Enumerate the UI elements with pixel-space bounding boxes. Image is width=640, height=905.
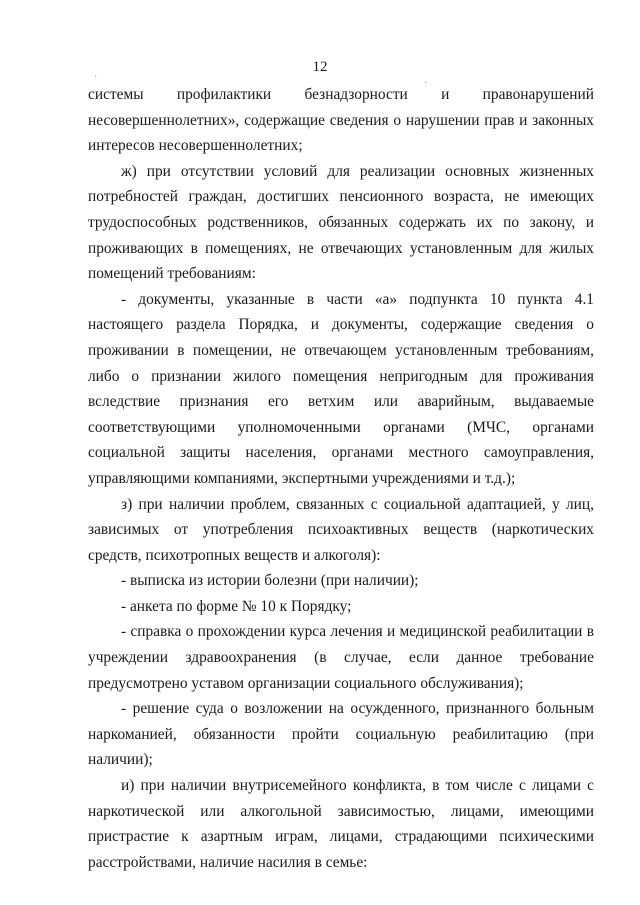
page-number: 12 — [312, 59, 328, 75]
word: профилактики — [176, 86, 272, 103]
list-item: - справка о прохождении курса лечения и медицинской реабилитации в учреждении здравоохранения (в случае, если данное требование предусмотрено уставом организации социального обслуживания); — [88, 623, 594, 692]
continued-line — [88, 82, 594, 108]
scan-speck: · — [94, 72, 98, 83]
document-body — [88, 82, 594, 875]
word: правонарушений — [482, 86, 594, 103]
list-item: - анкета по форме № 10 к Порядку; — [121, 597, 352, 615]
scan-speck: · — [424, 78, 428, 89]
list-item: - решение суда о возложении на осужденного, признанного больным наркоманией, обязанности пройти социальную реабилитацию (при наличии); — [88, 700, 594, 769]
paragraph-documents-list: - документы, указанные в части «а» подпункта 10 пункта 4.1 настоящего раздела Порядка, и документы, содержащие сведения о проживании в помещении, не отвечающем установленным требованиям, либо о признании жилого помещения непригодным для проживания вследствие признания его ветхим или аварийным, выдаваемые соответствующими уполномоченными органами (МЧС, органами социальной защиты населения, органами местного самоуправления, управляющими компаниями, экспертными учреждениями и т.д.); — [88, 290, 594, 487]
paragraph-item-z: з) при наличии проблем, связанных с социальной адаптацией, у лиц, зависимых от употребления психоактивных веществ (наркотических средств, психотропных веществ и алкоголя): — [88, 495, 594, 564]
paragraph-item-zh: ж) при отсутствии условий для реализации основных жизненных потребностей граждан, достигших пенсионного возраста, не имеющих трудоспособных родственников, обязанных содержать их по закону, и проживающих в помещениях, не отвечающих установленным для жилых помещений требованиям: — [88, 162, 594, 283]
word: системы — [88, 86, 144, 103]
word: и — [441, 86, 450, 103]
word: безнадзорности — [304, 86, 408, 103]
list-item: - выписка из истории болезни (при наличии); — [121, 572, 419, 590]
paragraph-continuation: несовершеннолетних», содержащие сведения о нарушении прав и законных интересов несовершеннолетних; — [88, 111, 594, 155]
paragraph-item-i: и) при наличии внутрисемейного конфликта, в том числе с лицами с наркотической или алкогольной зависимостью, лицами, имеющими пристрастие к азартным играм, лицами, страдающими психическими расстройствами, наличие насилия в семье: — [88, 777, 594, 871]
